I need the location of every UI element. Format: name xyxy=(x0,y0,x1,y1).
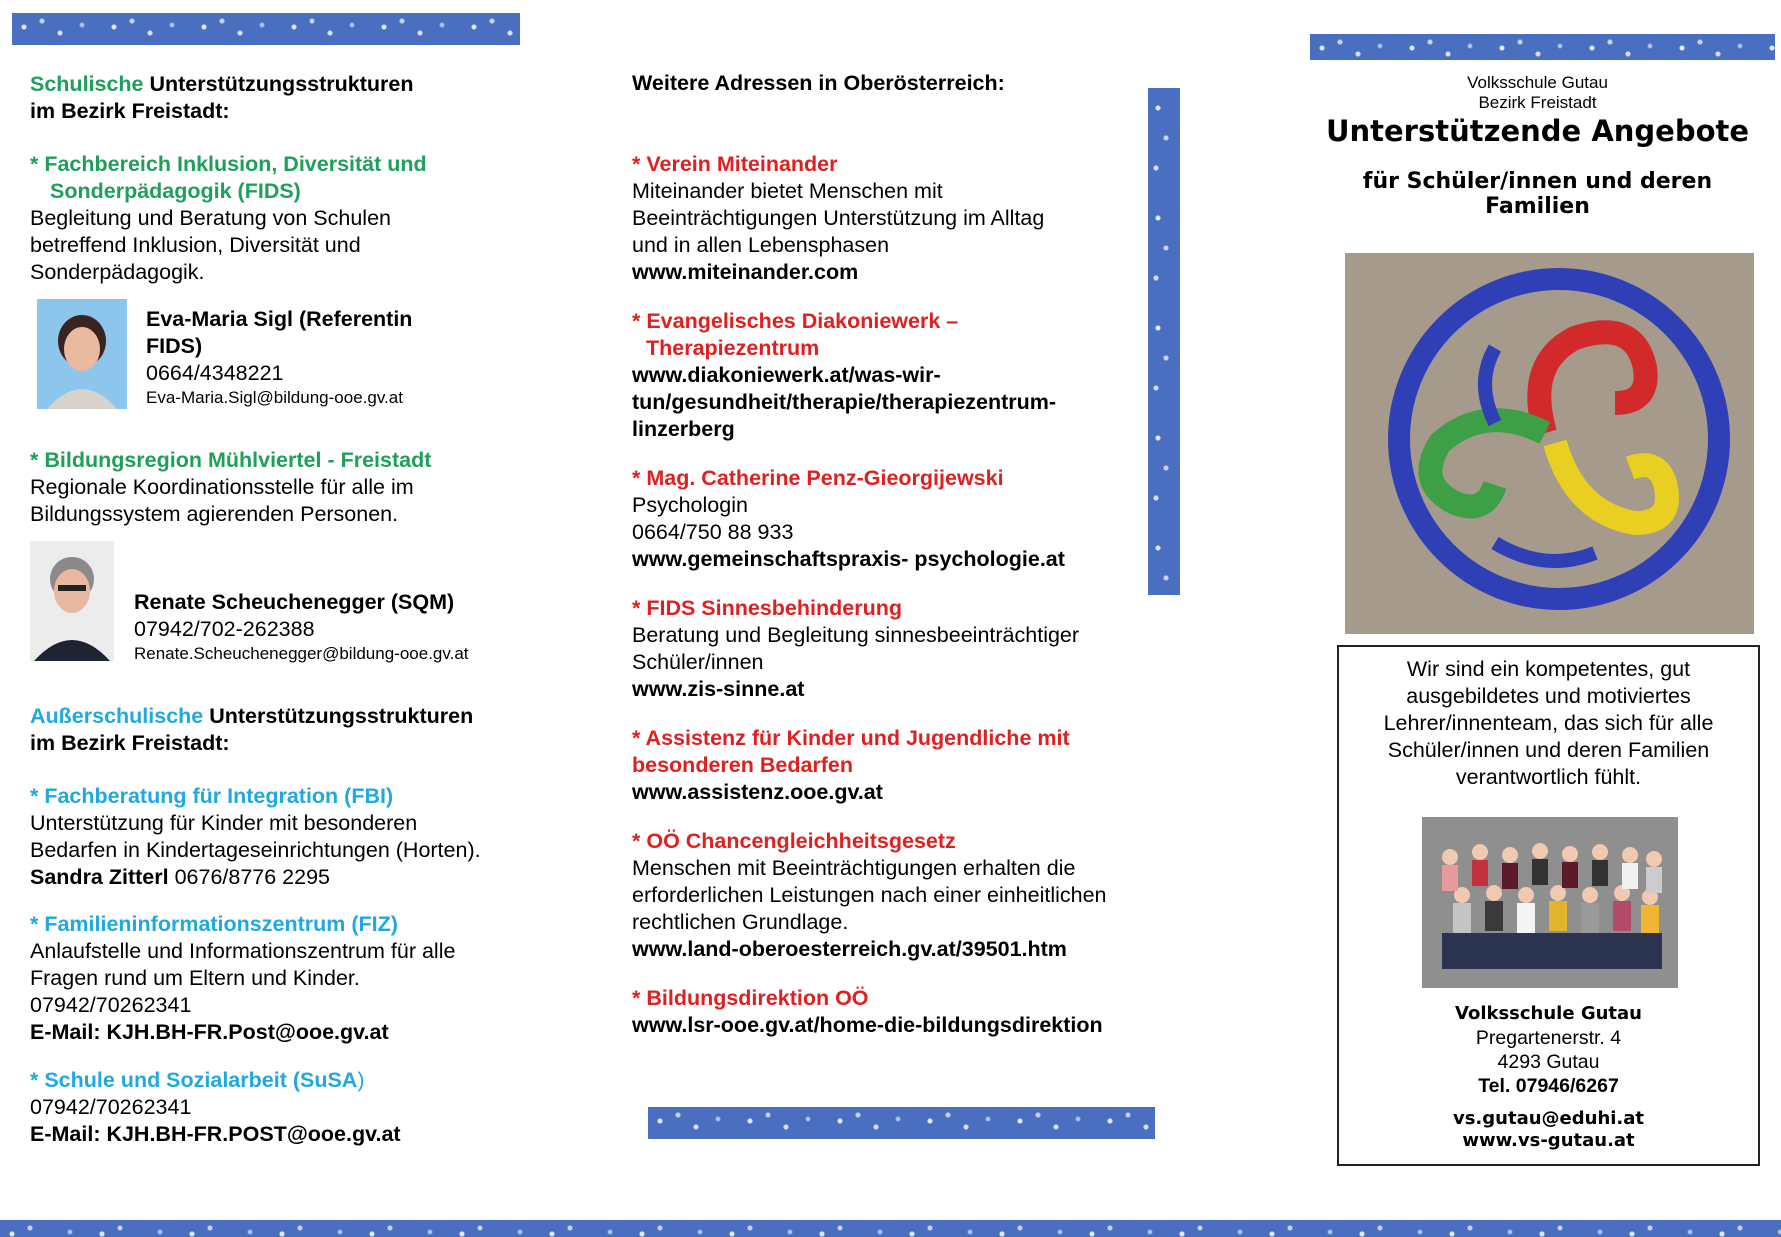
school-info-box xyxy=(1337,645,1760,1166)
middle-vertical-band xyxy=(1148,88,1180,595)
entry-fids-sinnesbehinderung: * FIDS Sinnesbehinderung Beratung und Begleitung sinnesbeeinträchtiger Schüler/innen www.zis-sinne.at xyxy=(632,595,1152,703)
bottom-band xyxy=(0,1220,1781,1237)
ausserschulisch-title: Außerschulische Unterstützungsstrukturen im Bezirk Freistadt: xyxy=(30,704,474,755)
link-land-oberoesterreich[interactable]: www.land-oberoesterreich.gv.at/39501.htm xyxy=(632,937,1067,961)
link-miteinander[interactable]: www.miteinander.com xyxy=(632,260,859,284)
fids-block xyxy=(30,151,550,286)
link-assistenz[interactable]: www.assistenz.ooe.gv.at xyxy=(632,780,883,804)
top-right-band xyxy=(1310,34,1775,60)
susa-email[interactable]: E-Mail: KJH.BH-FR.POST@ooe.gv.at xyxy=(30,1122,401,1146)
entry-penz-gieorgijewski: * Mag. Catherine Penz-Gieorgijewski Psychologin 0664/750 88 933 www.gemeinschaftspraxis- psychologie.at xyxy=(632,465,1152,573)
school-email[interactable]: vs.gutau@eduhi.at xyxy=(1452,1108,1645,1129)
box-intro-text: Wir sind ein kompetentes, gut ausgebildetes und motiviertes Lehrer/innenteam, das sich für alle Schüler/innen und deren Familien verantwortlich fühlt. xyxy=(1383,657,1714,789)
bildungsregion-contact: Renate Scheuchenegger (SQM) 07942/702-262388 Renate.Scheuchenegger@bildung-ooe.gv.at xyxy=(134,589,554,665)
fiz-block: * Familieninformationszentrum (FIZ) Anlaufstelle und Informationszentrum für alle Fragen rund um Eltern und Kinder. 07942/70262341 E-Mail: KJH.BH-FR.Post@ooe.gv.at xyxy=(30,911,560,1046)
left-column xyxy=(30,71,550,150)
entry-verein-miteinander: * Verein Miteinander Miteinander bietet Menschen mit Beeinträchtigungen Unterstützung im Alltag und in allen Lebensphasen www.miteinander.com xyxy=(632,151,1152,286)
left-title: Schulische Unterstützungsstrukturen im Bezirk Freistadt: xyxy=(30,72,414,123)
link-diakoniewerk[interactable]: www.diakoniewerk.at/was-wir- tun/gesundheit/therapie/therapiezentrum- linzerberg xyxy=(632,363,1057,441)
fbi-block: * Fachberatung für Integration (FBI) Unterstützung für Kinder mit besonderen Bedarfen in Kindertageseinrichtungen (Horten). Sandra Zitterl 0676/8776 2295 xyxy=(30,783,560,891)
link-zis-sinne[interactable]: www.zis-sinne.at xyxy=(632,677,805,701)
brochure-subtitle: für Schüler/innen und deren Familien xyxy=(1362,169,1713,219)
mosaic-triskele-image xyxy=(1345,253,1754,634)
team-photo xyxy=(1422,817,1678,988)
brochure-title: Unterstützende Angebote xyxy=(1325,114,1750,148)
middle-bottom-band xyxy=(648,1107,1155,1139)
school-address: Volksschule Gutau Pregartenerstr. 4 4293 Gutau Tel. 07946/6267 vs.gutau@eduhi.at www.vs-gutau.at xyxy=(1339,1002,1758,1152)
entry-bildungsdirektion: * Bildungsdirektion OÖ www.lsr-ooe.gv.at/home-die-bildungsdirektion xyxy=(632,985,1152,1039)
fiz-email[interactable]: E-Mail: KJH.BH-FR.Post@ooe.gv.at xyxy=(30,1020,389,1044)
bildungsregion-block: * Bildungsregion Mühlviertel - Freistadt Regionale Koordinationsstelle für alle im Bildungssystem agierenden Personen. xyxy=(30,447,550,528)
school-district: Bezirk Freistadt xyxy=(1478,93,1597,112)
middle-entries xyxy=(632,151,1152,1064)
entry-chancengleichheitsgesetz: * OÖ Chancengleichheitsgesetz Menschen mit Beeinträchtigungen erhalten die erforderlichen Leistungen nach einer einheitlichen rechtlichen Grundlage. www.land-oberoesterreich.gv.at/39501.htm xyxy=(632,828,1152,963)
fids-contact: Eva-Maria Sigl (Referentin FIDS) 0664/4348221 Eva-Maria.Sigl@bildung-ooe.gv.at xyxy=(146,306,546,409)
link-bildungsdirektion[interactable]: www.lsr-ooe.gv.at/home-die-bildungsdirektion xyxy=(632,1013,1103,1037)
middle-title: Weitere Adressen in Oberösterreich: xyxy=(632,71,1005,95)
bildungsregion-heading: * Bildungsregion Mühlviertel - Freistadt xyxy=(30,448,432,472)
school-name: Volksschule Gutau xyxy=(1467,73,1608,92)
portrait-renate-scheuchenegger xyxy=(30,541,114,661)
right-header xyxy=(1310,73,1765,219)
susa-heading: * Schule und Sozialarbeit (SuSA) xyxy=(30,1068,365,1092)
top-left-band xyxy=(12,13,520,45)
fids-email[interactable]: Eva-Maria.Sigl@bildung-ooe.gv.at xyxy=(146,388,403,407)
entry-assistenz: * Assistenz für Kinder und Jugendliche mit besonderen Bedarfen www.assistenz.ooe.gv.at xyxy=(632,725,1152,806)
fiz-heading: * Familieninformationszentrum (FIZ) xyxy=(30,912,398,936)
link-gemeinschaftspraxis[interactable]: www.gemeinschaftspraxis- psychologie.at xyxy=(632,547,1065,571)
fids-description: Begleitung und Beratung von Schulen betreffend Inklusion, Diversität und Sonderpädagogik. xyxy=(30,206,391,284)
entry-diakoniewerk: * Evangelisches Diakoniewerk – Therapiezentrum www.diakoniewerk.at/was-wir- tun/gesundheit/therapie/therapiezentrum- linzerberg xyxy=(632,308,1152,443)
portrait-eva-maria-sigl xyxy=(37,299,127,409)
school-website[interactable]: www.vs-gutau.at xyxy=(1462,1130,1635,1151)
fbi-heading: * Fachberatung für Integration (FBI) xyxy=(30,784,394,808)
bildungsregion-email[interactable]: Renate.Scheuchenegger@bildung-ooe.gv.at xyxy=(134,644,469,663)
middle-column xyxy=(632,70,1152,97)
fids-heading: * Fachbereich Inklusion, Diversität und Sonderpädagogik (FIDS) xyxy=(30,152,427,203)
susa-block: * Schule und Sozialarbeit (SuSA) 07942/70262341 E-Mail: KJH.BH-FR.POST@ooe.gv.at xyxy=(30,1067,560,1148)
